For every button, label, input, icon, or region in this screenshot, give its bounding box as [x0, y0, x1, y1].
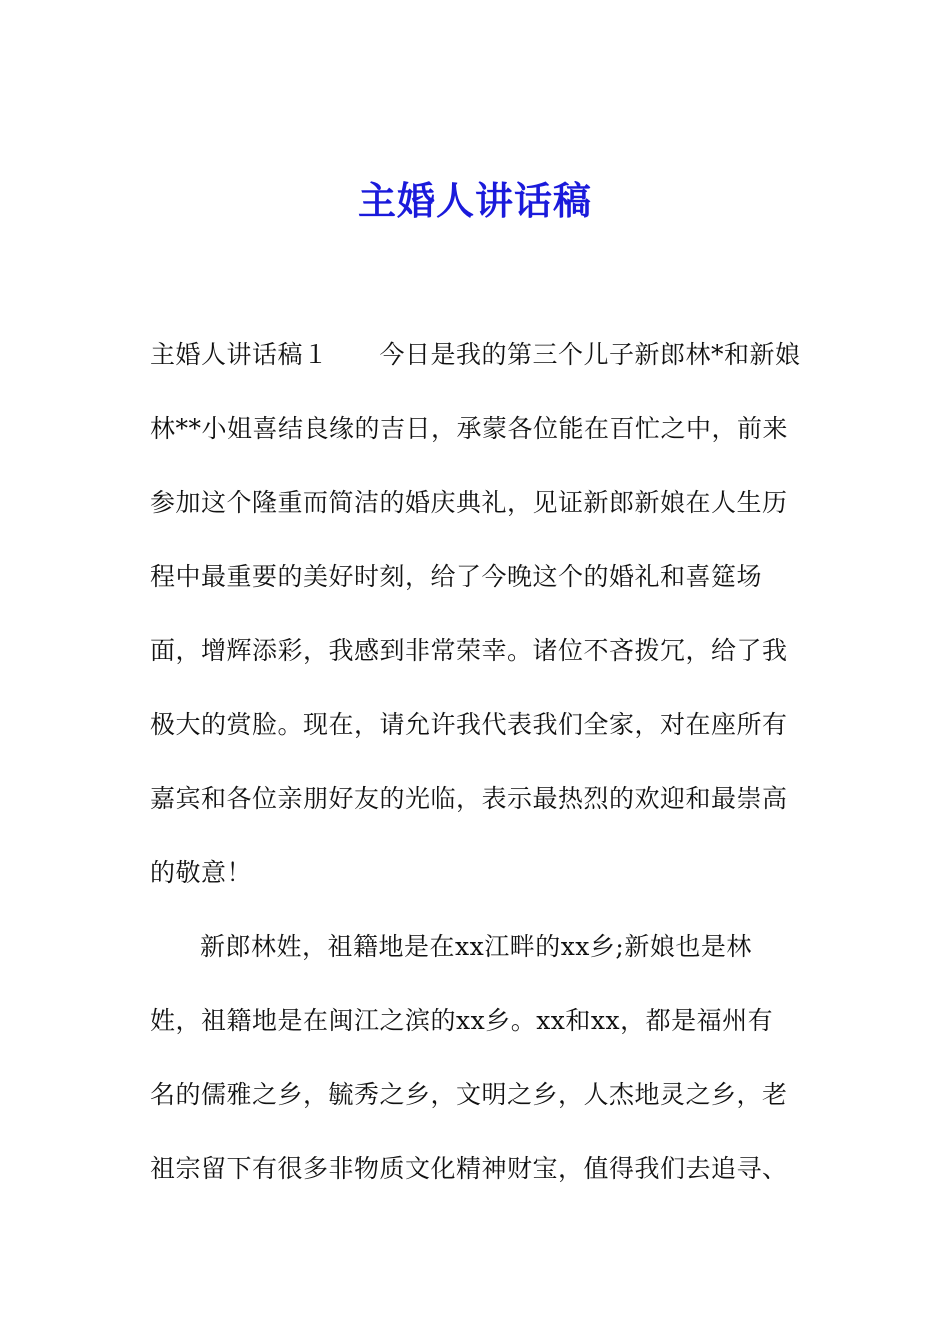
text-line: 的敬意！ [150, 858, 253, 887]
text-line: 面，增辉添彩，我感到非常荣幸。诸位不吝拨冗，给了我 [150, 636, 788, 665]
text-line-paragraph-start: 新郎林姓，祖籍地是在xx江畔的xx乡;新娘也是林 [200, 932, 752, 961]
text-line: 主婚人讲话稿１ 今日是我的第三个儿子新郎林*和新娘 [150, 340, 801, 369]
text-line: 嘉宾和各位亲朋好友的光临，表示最热烈的欢迎和最崇高 [150, 784, 788, 813]
text-line: 程中最重要的美好时刻，给了今晚这个的婚礼和喜筵场 [150, 562, 763, 591]
text-line: 祖宗留下有很多非物质文化精神财宝，值得我们去追寻、 [150, 1154, 788, 1183]
text-line: 姓，祖籍地是在闽江之滨的xx乡。xx和xx，都是福州有 [150, 1006, 774, 1035]
text-line: 名的儒雅之乡，毓秀之乡，文明之乡，人杰地灵之乡，老 [150, 1080, 788, 1109]
text-line: 林**小姐喜结良缘的吉日，承蒙各位能在百忙之中，前来 [150, 414, 789, 443]
document-title: 主婚人讲话稿 [357, 178, 592, 223]
text-line: 参加这个隆重而简洁的婚庆典礼，见证新郎新娘在人生历 [150, 488, 788, 517]
document-body [150, 327, 810, 1215]
text-line: 极大的赏脸。现在，请允许我代表我们全家，对在座所有 [150, 710, 788, 739]
